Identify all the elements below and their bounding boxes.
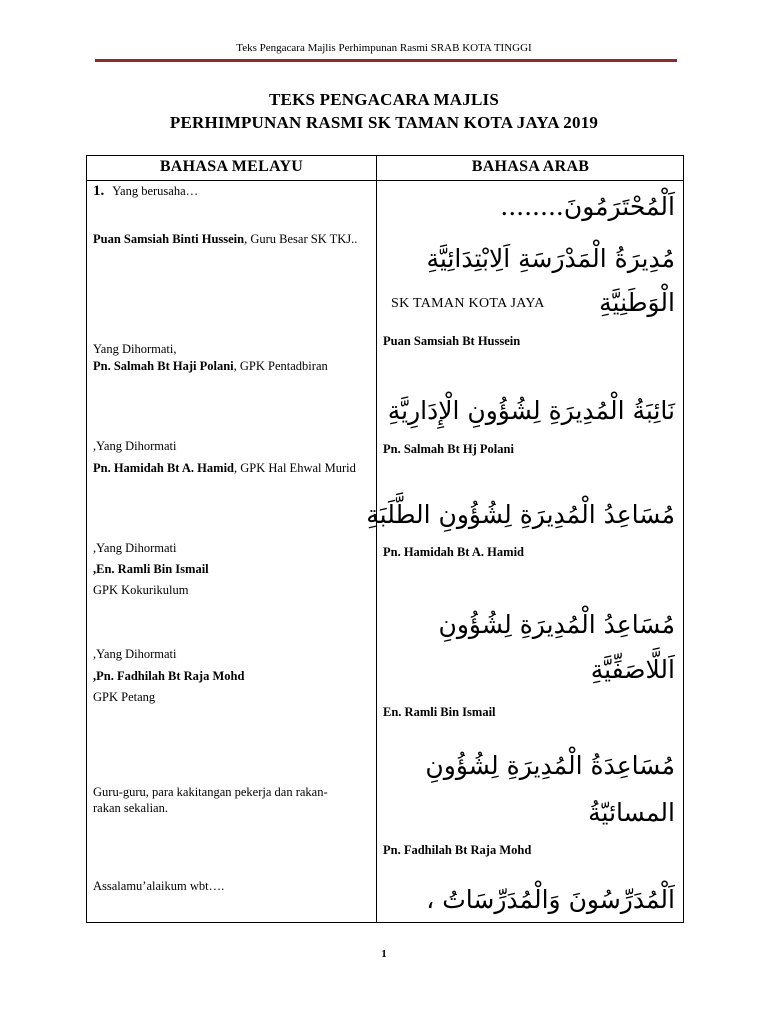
melayu-gpk-hem	[93, 460, 363, 476]
name-fadhilah: ,Pn. Fadhilah Bt Raja Mohd	[93, 669, 245, 683]
column-header-melayu: BAHASA MELAYU	[159, 158, 304, 175]
arab-line-musaid-talabah: مُسَاعِدُ الْمُدِيرَةِ لِشُؤُونِ الطَّلَبَةِ	[366, 500, 675, 529]
arab-name-ramli: En. Ramli Bin Ismail	[383, 705, 496, 719]
melayu-salam: Assalamu’alaikum wbt….	[93, 879, 225, 893]
running-header: Teks Pengacara Majlis Perhimpunan Rasmi SRAB KOTA TINGGI	[236, 42, 532, 54]
arab-line-masaiyyah: المسائيّةُ	[588, 798, 675, 827]
arab-line-musaid: مُسَاعِدُ الْمُدِيرَةِ لِشُؤُونِ	[438, 610, 675, 639]
arab-name-salmah: Pn. Salmah Bt Hj Polani	[383, 442, 514, 456]
arab-line-mudirah: مُدِيرَةُ الْمَدْرَسَةِ اَلِابْتِدَائِيَّةِ	[426, 244, 675, 273]
script-table	[86, 155, 684, 923]
role-hem: , GPK Hal Ehwal Murid	[234, 461, 356, 475]
arab-line-mudarrisun: اَلْمُدَرِّسُونَ وَالْمُدَرِّسَاتُ ،	[426, 885, 675, 914]
name-ramli: ,En. Ramli Bin Ismail	[93, 562, 209, 576]
header-row-rule	[87, 180, 683, 181]
role-guru-besar: , Guru Besar SK TKJ..	[244, 232, 358, 246]
melayu-guru-besar	[93, 231, 363, 247]
melayu-yd-2: ,Yang Dihormati	[93, 439, 177, 453]
melayu-yd-3: ,Yang Dihormati	[93, 541, 177, 555]
title-line-2: PERHIMPUNAN RASMI SK TAMAN KOTA JAYA 2019	[169, 113, 599, 132]
melayu-role-petang: GPK Petang	[93, 690, 156, 704]
melayu-name-ramli	[93, 561, 363, 577]
arab-line-muhtaramun: اَلْمُحْتَرَمُونَ........	[500, 192, 675, 221]
title-line-1: TEKS PENGACARA MAJLIS	[269, 90, 499, 109]
name-hamidah: Pn. Hamidah Bt A. Hamid	[93, 461, 234, 475]
arab-line-musaidah: مُسَاعِدَةُ الْمُدِيرَةِ لِشُؤُونِ	[425, 751, 675, 780]
item-number: 1.	[93, 183, 105, 199]
arab-name-fadhilah: Pn. Fadhilah Bt Raja Mohd	[383, 843, 532, 857]
header-divider	[95, 59, 677, 62]
melayu-item-1	[93, 183, 363, 199]
name-samsiah: Puan Samsiah Binti Hussein	[93, 232, 245, 246]
yang-berusaha: Yang berusaha…	[112, 184, 199, 198]
page-number: 1	[381, 948, 387, 960]
arab-school-name: SK TAMAN KOTA JAYA	[391, 296, 545, 311]
melayu-yd-4: ,Yang Dihormati	[93, 647, 177, 661]
arab-name-samsiah: Puan Samsiah Bt Hussein	[383, 334, 521, 348]
melayu-yd-1: Yang Dihormati,	[93, 342, 177, 356]
melayu-role-kokurikulum: GPK Kokurikulum	[93, 583, 189, 597]
name-salmah: Pn. Salmah Bt Haji Polani	[93, 359, 234, 373]
role-pentadbiran: , GPK Pentadbiran	[233, 359, 328, 373]
arab-line-lasafiyyah: اَللَّاصَفِّيَّةِ	[590, 655, 675, 684]
arab-line-wataniyyah: الْوَطَنِيَّةِ	[599, 288, 675, 317]
column-header-arab: BAHASA ARAB	[471, 158, 590, 175]
document-title	[0, 88, 768, 134]
melayu-guru-guru: Guru-guru, para kakitangan pekerja dan rakan-rakan sekalian.	[93, 785, 328, 815]
melayu-gpk-pentadbiran	[93, 358, 363, 374]
arab-name-hamidah: Pn. Hamidah Bt A. Hamid	[383, 545, 524, 559]
melayu-name-fadhilah	[93, 668, 363, 684]
arab-line-naibah: نَائِبَةُ الْمُدِيرَةِ لِشُؤُونِ الْإِدَارِيَّةِ	[387, 396, 675, 425]
